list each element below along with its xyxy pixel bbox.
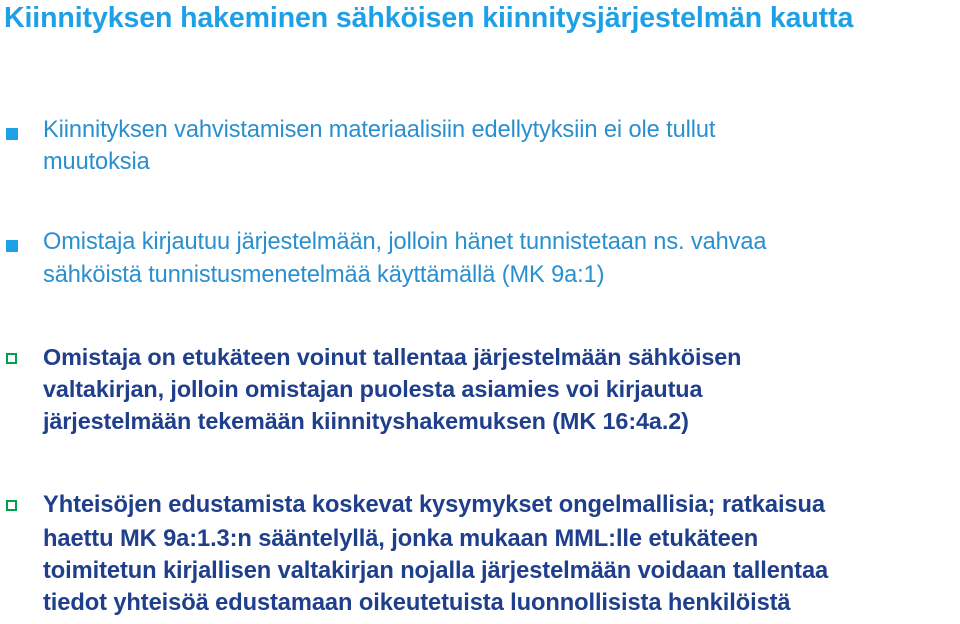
bullet-line: Omistaja kirjautuu järjestelmään, jolloin hänet tunnistetaan ns. vahvaa bbox=[43, 229, 767, 255]
bullet-line: valtakirjan, jolloin omistajan puolesta asiamies voi kirjautua bbox=[43, 376, 703, 402]
bullet-line: muutoksia bbox=[43, 149, 150, 175]
bullet-line: järjestelmään tekemään kiinnityshakemuksen (MK 16:4a.2) bbox=[43, 408, 689, 434]
hollow-square-bullet-icon bbox=[6, 500, 17, 511]
bullet-line: Yhteisöjen edustamista koskevat kysymykset ongelmallisia; ratkaisua bbox=[43, 492, 825, 518]
bullet-line: toimitetun kirjallisen valtakirjan nojalla järjestelmään voidaan tallentaa bbox=[43, 558, 829, 584]
bullet-line: haettu MK 9a:1.3:n sääntelyllä, jonka mukaan MML:lle etukäteen bbox=[43, 526, 759, 552]
hollow-square-bullet-icon bbox=[6, 353, 17, 364]
slide-title: Kiinnityksen hakeminen sähköisen kiinnitysjärjestelmän kautta bbox=[4, 2, 854, 34]
bullet-line: sähköistä tunnistusmenetelmää käyttämällä (MK 9a:1) bbox=[43, 262, 605, 288]
bullet-line: Omistaja on etukäteen voinut tallentaa järjestelmään sähköisen bbox=[43, 344, 742, 370]
bullet-line: tiedot yhteisöä edustamaan oikeutetuista luonnollisista henkilöistä bbox=[43, 590, 791, 616]
filled-square-bullet-icon bbox=[6, 128, 18, 140]
filled-square-bullet-icon bbox=[6, 240, 18, 252]
bullet-line: Kiinnityksen vahvistamisen materiaalisiin edellytyksiin ei ole tullut bbox=[43, 117, 716, 143]
